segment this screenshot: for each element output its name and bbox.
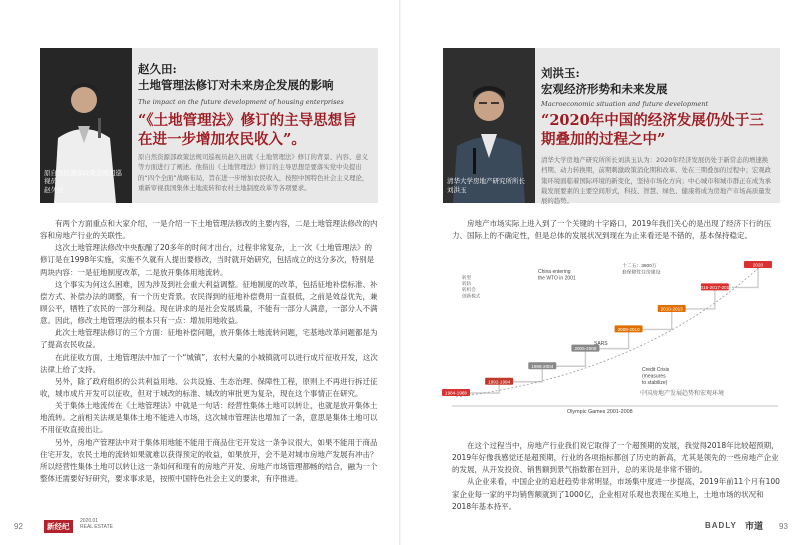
chart-stage-label: 1992-1994 [488,379,511,385]
chart-svg [445,253,778,433]
chart-stage-label: 2015-2017-2019 [697,284,732,290]
paragraph: 另外，房地产管理法中对于集体用地能不能用于商品住宅开发这一条争议很大，如果不能用于商品住宅开发，农民土地的流转如果就难以获得预定的收益，如果放开，会不是对城市房地产发展有冲击？所以经营性集体土地可以转让这一条如何和现有的房地产开发、房地产市场管理都畅的结合，融为一个整体还需要好好研究，要求事求是，按照中国特色社会主义的要求，有序推进。 [40,437,378,483]
chart-baseline [452,405,778,407]
chart-legend-text: 转机会 [462,287,476,293]
chart-annotation-wto: China entering [538,269,571,275]
chart-stage-label: 2005-2008 [574,346,597,352]
speaker-name-left: 赵久田: [138,62,177,76]
paragraph: 这个事实为何这么困难，因为涉及到社会重大利益调整。征地制度的改革，包括征地补偿标准、补偿方式、补偿办法的调整，有一个历史背景。农民得到的征地补偿费用一直很低，之前是效益优先，兼顾公平，牺牲了农民的一部分利益。现在讲求的是社会发展质量，不能有一部分人满意，一部分人不满意。因此，修改土地管理法的根本只有一点：增加用地收益。 [40,279,378,326]
paragraph: 另外，除了政府组织的公共利益用地、公共设施、生态治理、保障性工程，原则上不再进行拆迁征收，城市成片开发可以征收，但对于城改的标准、城改的审批更为复杂，现在这个事情正在研究。 [40,376,378,398]
headline-right: 宏观经济形势和未来发展 [541,82,668,96]
paragraph: 关于集体土地流传在《土地管理法》中就是一句话：经营性集体土地可以转让，也就是放开集体土地流转。之前相关法规是集体土地不能进入市场，这次城市管理法也增加了一条，意思是集体土地可以不用征收直接出让。 [40,401,378,435]
chart-stage-label: 2020 [752,262,764,268]
photo-caption-right: 清华大学房地产研究所所长 刘洪玉 [447,177,525,195]
chart-caption: 中国房地产发展趋势和宏观环境 [640,390,725,397]
chart-annotation-credit: Credit Crisis [642,367,670,373]
issue-text: 2020.01 REAL ESTATE [80,518,113,530]
page-number-right: 93 [779,522,788,531]
pull-quote-right: “2020年中国的经济发展仍处于三期叠加的过程之中” [541,112,764,148]
chart-annotation-plan: 套保障性住房建设 [622,270,661,276]
magazine-logo: 新经纪 [44,520,73,533]
paragraph: 从企业来看，中国企业的追赶趋势非常明显，市场集中度进一步提高，2019年前11个月有100家企业每一家的平均销售额就到了1000亿，企业相对乐观也表现在买地上，土地市场的状况和2018年基本持平。 [452,477,780,511]
chart-annotation-olympics: Olympic Games 2001-2008 [567,409,633,415]
chart-annotation-wto: the WTO in 2001 [538,275,576,282]
chart-legend-text: 转轨 [462,281,472,287]
article-body-right [452,440,780,513]
headline-left: 土地管理法修订对未来房企发展的影响 [138,78,334,92]
speaker-name-right: 刘洪玉: [541,66,580,80]
paragraph: 在此征收方面，土地管理法中加了一个“城镇”，农村大量的小城镇就可以进行成片征收开发，这次法律上给了支持。 [40,352,378,374]
photo-caption-left: 原自然资源部政策法规司巡视员 赵久田 [44,168,122,195]
chart-stage-label: 2010-2013 [660,306,683,312]
paragraph: 在这个过程当中，房地产行业我们说它取得了一个超预期的发展，我觉得2018年比较超预期，2019年好像我感觉还是超预期，行业的各项指标都创了历史的新高，尤其是领先的一些房地产企业的发展，从开发投资、销售额到景气指数都在回升，总的来说是非常不错的。 [452,441,779,475]
timeline-chart [445,253,778,433]
chart-annotation-sars: SARS [594,341,608,347]
pull-quote-left: “《土地管理法》修订的主导思想旨在进一步增加农民收入”。 [138,112,357,148]
chart-annotation-plan: 十二五：3600万 [622,264,657,269]
chart-legend-text: 创新模式 [462,293,481,299]
page-number-left: 92 [14,522,23,531]
chart-annotation-credit: (measures [642,373,666,380]
article-lead-right [452,218,780,242]
chart-legend-text: 转型 [462,275,472,280]
chart-stage-label: 1984-1988 [445,390,467,396]
intro-right: 清华大学房地产研究所所长刘洪玉认为：2020年经济发展仍处于新常态的增速换档期、动力转换期，前期刺激政策消化期和改革、处在三期叠加的过程中；宏观政策环境面临着国际环境的新变化，坚持市场化方向；中心城市和城市群正在成为承载发展要素的主要空间形式，科技、智慧、绿色、健康将成为房地产市场高质量发展的趋势。 [541,156,772,205]
headline-en-right: Macroeconomic situation and future development [541,100,709,108]
headline-en-left: The impact on the future development of housing enterprises [138,98,344,106]
speaker-photo-right [443,48,535,203]
intro-left: 原自然资源部政策法规司巡视员赵久田就《土地管理法》修订的背景、内容、意义等方面进行了阐述。他指出《土地管理法》修订的主导思想是要落实党中央提出的“四个全面”战略布局，旨在进一步增加农民收入，按照中国特色社会主义理论，重新审视我国集体土地流转和农村土地制度改革等各项要求。 [138,153,369,192]
paragraph: 此次土地管理法修订的三个方面：征地补偿问题，放开集体土地流转问题，宅基地改革问题都是为了提高农民收益。 [40,328,378,350]
paragraph: 这次土地管理法修改中央酝酿了20多年的时间才出台，过程非常复杂，上一次《土地管理法》的修订是在1998年实施，实施不久就有人提出要修改，当时就开始研究，包括成立的这分多次，特别是两块内容：一是征地制度改革，二是放开集体用地流转。 [40,243,375,277]
paragraph: 房地产市场实际上进入到了一个关键的十字路口，2019年我们关心的是出现了经济下行的压力、国际上的不确定性，但是总体的发展状况到现在为止来看还是不错的，基本保持稳定。 [452,219,772,241]
chart-annotation-credit: to stabilize) [642,380,668,386]
running-head-cn: 市道 [745,522,764,532]
chart-stage-label: 2009-2010 [617,326,640,332]
running-head-en: BADLY [705,521,737,530]
chart-trend-arrow [456,261,766,397]
paragraph: 有两个方面重点和大家介绍，一是介绍一下土地管理法修改的主要内容，二是土地管理法修改的内容和房地产行业的关联性。 [40,219,378,241]
chart-stage-label: 1998-2004 [531,363,554,369]
